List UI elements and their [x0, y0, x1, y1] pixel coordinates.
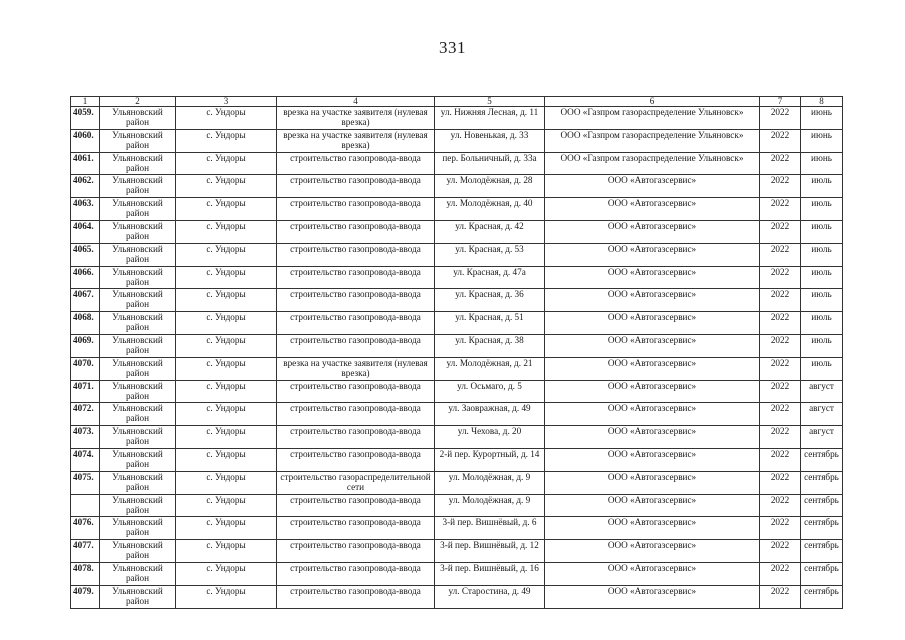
- work-type-cell: строительство газопровода-ввода: [277, 540, 435, 563]
- district-cell: Ульяновский район: [100, 243, 176, 266]
- address-cell: 3-й пер. Вишнёвый, д. 6: [435, 517, 545, 540]
- month-cell: август: [801, 403, 843, 426]
- table-row: [71, 107, 843, 130]
- district-cell: Ульяновский район: [100, 198, 176, 221]
- work-type-cell: врезка на участке заявителя (нулевая врезка): [277, 129, 435, 152]
- organization-cell: ООО «Автогазсервис»: [545, 357, 760, 380]
- month-cell: сентябрь: [801, 585, 843, 608]
- table-body: [71, 107, 843, 609]
- organization-cell: ООО «Автогазсервис»: [545, 175, 760, 198]
- district-cell: Ульяновский район: [100, 562, 176, 585]
- table-row: [71, 152, 843, 175]
- row-number: 4063.: [71, 198, 100, 221]
- address-cell: пер. Больничный, д. 33а: [435, 152, 545, 175]
- row-number: 4070.: [71, 357, 100, 380]
- address-cell: ул. Молодёжная, д. 9: [435, 494, 545, 517]
- column-header: 7: [760, 97, 801, 107]
- row-number: 4073.: [71, 426, 100, 449]
- district-cell: Ульяновский район: [100, 517, 176, 540]
- district-cell: Ульяновский район: [100, 152, 176, 175]
- table-row: [71, 357, 843, 380]
- work-type-cell: строительство газопровода-ввода: [277, 403, 435, 426]
- district-cell: Ульяновский район: [100, 107, 176, 130]
- district-cell: Ульяновский район: [100, 312, 176, 335]
- work-type-cell: строительство газопровода-ввода: [277, 517, 435, 540]
- year-cell: 2022: [760, 266, 801, 289]
- month-cell: июль: [801, 243, 843, 266]
- work-type-cell: врезка на участке заявителя (нулевая врезка): [277, 107, 435, 130]
- address-cell: 3-й пер. Вишнёвый, д. 12: [435, 540, 545, 563]
- table-row: [71, 175, 843, 198]
- organization-cell: ООО «Автогазсервис»: [545, 243, 760, 266]
- year-cell: 2022: [760, 334, 801, 357]
- village-cell: с. Ундоры: [176, 494, 277, 517]
- district-cell: Ульяновский район: [100, 289, 176, 312]
- organization-cell: ООО «Газпром газораспределение Ульяновск»: [545, 152, 760, 175]
- organization-cell: ООО «Автогазсервис»: [545, 334, 760, 357]
- year-cell: 2022: [760, 562, 801, 585]
- year-cell: 2022: [760, 289, 801, 312]
- row-number: 4064.: [71, 220, 100, 243]
- year-cell: 2022: [760, 403, 801, 426]
- year-cell: 2022: [760, 517, 801, 540]
- month-cell: июль: [801, 175, 843, 198]
- village-cell: с. Ундоры: [176, 380, 277, 403]
- row-number: [71, 494, 100, 517]
- address-cell: ул. Осьмаго, д. 5: [435, 380, 545, 403]
- village-cell: с. Ундоры: [176, 517, 277, 540]
- address-cell: ул. Молодёжная, д. 9: [435, 471, 545, 494]
- table-row: [71, 562, 843, 585]
- address-cell: ул. Старостина, д. 49: [435, 585, 545, 608]
- work-type-cell: строительство газопровода-ввода: [277, 312, 435, 335]
- row-number: 4076.: [71, 517, 100, 540]
- month-cell: сентябрь: [801, 562, 843, 585]
- organization-cell: ООО «Автогазсервис»: [545, 517, 760, 540]
- table-row: [71, 585, 843, 608]
- table-row: [71, 198, 843, 221]
- month-cell: сентябрь: [801, 448, 843, 471]
- organization-cell: ООО «Газпром газораспределение Ульяновск»: [545, 129, 760, 152]
- address-cell: ул. Молодёжная, д. 21: [435, 357, 545, 380]
- organization-cell: ООО «Автогазсервис»: [545, 220, 760, 243]
- organization-cell: ООО «Автогазсервис»: [545, 585, 760, 608]
- district-cell: Ульяновский район: [100, 448, 176, 471]
- district-cell: Ульяновский район: [100, 540, 176, 563]
- district-cell: Ульяновский район: [100, 380, 176, 403]
- address-cell: ул. Чехова, д. 20: [435, 426, 545, 449]
- row-number: 4060.: [71, 129, 100, 152]
- year-cell: 2022: [760, 220, 801, 243]
- year-cell: 2022: [760, 426, 801, 449]
- address-cell: ул. Заовражная, д. 49: [435, 403, 545, 426]
- work-type-cell: врезка на участке заявителя (нулевая врезка): [277, 357, 435, 380]
- village-cell: с. Ундоры: [176, 562, 277, 585]
- row-number: 4059.: [71, 107, 100, 130]
- table-row: [71, 448, 843, 471]
- column-header: 3: [176, 97, 277, 107]
- row-number: 4074.: [71, 448, 100, 471]
- address-cell: ул. Красная, д. 36: [435, 289, 545, 312]
- village-cell: с. Ундоры: [176, 312, 277, 335]
- table-row: [71, 540, 843, 563]
- year-cell: 2022: [760, 243, 801, 266]
- work-type-cell: строительство газопровода-ввода: [277, 289, 435, 312]
- village-cell: с. Ундоры: [176, 471, 277, 494]
- village-cell: с. Ундоры: [176, 357, 277, 380]
- district-cell: Ульяновский район: [100, 357, 176, 380]
- organization-cell: ООО «Автогазсервис»: [545, 471, 760, 494]
- address-cell: ул. Молодёжная, д. 40: [435, 198, 545, 221]
- village-cell: с. Ундоры: [176, 426, 277, 449]
- row-number: 4065.: [71, 243, 100, 266]
- row-number: 4071.: [71, 380, 100, 403]
- address-cell: 2-й пер. Курортный, д. 14: [435, 448, 545, 471]
- work-type-cell: строительство газопровода-ввода: [277, 198, 435, 221]
- district-cell: Ульяновский район: [100, 220, 176, 243]
- organization-cell: ООО «Газпром газораспределение Ульяновск»: [545, 107, 760, 130]
- address-cell: ул. Новенькая, д. 33: [435, 129, 545, 152]
- village-cell: с. Ундоры: [176, 266, 277, 289]
- row-number: 4062.: [71, 175, 100, 198]
- table-row: [71, 266, 843, 289]
- work-type-cell: строительство газопровода-ввода: [277, 585, 435, 608]
- row-number: 4075.: [71, 471, 100, 494]
- row-number: 4068.: [71, 312, 100, 335]
- month-cell: июнь: [801, 129, 843, 152]
- work-type-cell: строительство газопровода-ввода: [277, 175, 435, 198]
- organization-cell: ООО «Автогазсервис»: [545, 289, 760, 312]
- work-type-cell: строительство газопровода-ввода: [277, 494, 435, 517]
- organization-cell: ООО «Автогазсервис»: [545, 380, 760, 403]
- district-cell: Ульяновский район: [100, 129, 176, 152]
- work-type-cell: строительство газопровода-ввода: [277, 220, 435, 243]
- row-number: 4066.: [71, 266, 100, 289]
- table-row: [71, 334, 843, 357]
- work-type-cell: строительство газопровода-ввода: [277, 266, 435, 289]
- address-cell: ул. Молодёжная, д. 28: [435, 175, 545, 198]
- village-cell: с. Ундоры: [176, 152, 277, 175]
- district-cell: Ульяновский район: [100, 175, 176, 198]
- address-cell: ул. Красная, д. 42: [435, 220, 545, 243]
- village-cell: с. Ундоры: [176, 129, 277, 152]
- organization-cell: ООО «Автогазсервис»: [545, 403, 760, 426]
- year-cell: 2022: [760, 175, 801, 198]
- address-cell: ул. Красная, д. 47а: [435, 266, 545, 289]
- table-row: [71, 220, 843, 243]
- village-cell: с. Ундоры: [176, 107, 277, 130]
- column-header: 2: [100, 97, 176, 107]
- work-type-cell: строительство газопровода-ввода: [277, 426, 435, 449]
- work-type-cell: строительство газопровода-ввода: [277, 562, 435, 585]
- work-type-cell: строительство газораспределительной сети: [277, 471, 435, 494]
- table-row: [71, 289, 843, 312]
- village-cell: с. Ундоры: [176, 175, 277, 198]
- month-cell: июль: [801, 334, 843, 357]
- year-cell: 2022: [760, 448, 801, 471]
- village-cell: с. Ундоры: [176, 220, 277, 243]
- row-number: 4078.: [71, 562, 100, 585]
- month-cell: сентябрь: [801, 471, 843, 494]
- year-cell: 2022: [760, 540, 801, 563]
- month-cell: июль: [801, 198, 843, 221]
- month-cell: июнь: [801, 152, 843, 175]
- village-cell: с. Ундоры: [176, 448, 277, 471]
- year-cell: 2022: [760, 107, 801, 130]
- month-cell: июль: [801, 312, 843, 335]
- year-cell: 2022: [760, 198, 801, 221]
- row-number: 4072.: [71, 403, 100, 426]
- table-row: [71, 494, 843, 517]
- table-row: [71, 312, 843, 335]
- address-cell: 3-й пер. Вишнёвый, д. 16: [435, 562, 545, 585]
- year-cell: 2022: [760, 380, 801, 403]
- month-cell: июль: [801, 357, 843, 380]
- village-cell: с. Ундоры: [176, 334, 277, 357]
- year-cell: 2022: [760, 585, 801, 608]
- district-cell: Ульяновский район: [100, 403, 176, 426]
- year-cell: 2022: [760, 152, 801, 175]
- table-row: [71, 517, 843, 540]
- address-cell: ул. Красная, д. 53: [435, 243, 545, 266]
- village-cell: с. Ундоры: [176, 198, 277, 221]
- row-number: 4079.: [71, 585, 100, 608]
- work-type-cell: строительство газопровода-ввода: [277, 380, 435, 403]
- table-row: [71, 129, 843, 152]
- village-cell: с. Ундоры: [176, 540, 277, 563]
- year-cell: 2022: [760, 494, 801, 517]
- work-type-cell: строительство газопровода-ввода: [277, 243, 435, 266]
- table-row: [71, 403, 843, 426]
- organization-cell: ООО «Автогазсервис»: [545, 494, 760, 517]
- work-type-cell: строительство газопровода-ввода: [277, 152, 435, 175]
- row-number: 4077.: [71, 540, 100, 563]
- column-header: 5: [435, 97, 545, 107]
- row-number: 4061.: [71, 152, 100, 175]
- district-cell: Ульяновский район: [100, 494, 176, 517]
- work-type-cell: строительство газопровода-ввода: [277, 448, 435, 471]
- page-number: 331: [439, 38, 466, 57]
- row-number: 4069.: [71, 334, 100, 357]
- month-cell: август: [801, 380, 843, 403]
- year-cell: 2022: [760, 471, 801, 494]
- column-header: 6: [545, 97, 760, 107]
- address-cell: ул. Нижняя Лесная, д. 11: [435, 107, 545, 130]
- table-row: [71, 426, 843, 449]
- address-cell: ул. Красная, д. 38: [435, 334, 545, 357]
- month-cell: сентябрь: [801, 517, 843, 540]
- year-cell: 2022: [760, 129, 801, 152]
- table-row: [71, 380, 843, 403]
- column-header: 4: [277, 97, 435, 107]
- organization-cell: ООО «Автогазсервис»: [545, 198, 760, 221]
- month-cell: июль: [801, 289, 843, 312]
- village-cell: с. Ундоры: [176, 289, 277, 312]
- organization-cell: ООО «Автогазсервис»: [545, 426, 760, 449]
- row-number: 4067.: [71, 289, 100, 312]
- village-cell: с. Ундоры: [176, 585, 277, 608]
- column-header: 1: [71, 97, 100, 107]
- table-row: [71, 243, 843, 266]
- month-cell: июнь: [801, 107, 843, 130]
- village-cell: с. Ундоры: [176, 403, 277, 426]
- organization-cell: ООО «Автогазсервис»: [545, 562, 760, 585]
- column-header: 8: [801, 97, 843, 107]
- address-cell: ул. Красная, д. 51: [435, 312, 545, 335]
- organization-cell: ООО «Автогазсервис»: [545, 312, 760, 335]
- header-row: [71, 97, 843, 107]
- month-cell: сентябрь: [801, 540, 843, 563]
- month-cell: июль: [801, 220, 843, 243]
- district-cell: Ульяновский район: [100, 585, 176, 608]
- district-cell: Ульяновский район: [100, 426, 176, 449]
- district-cell: Ульяновский район: [100, 266, 176, 289]
- organization-cell: ООО «Автогазсервис»: [545, 448, 760, 471]
- year-cell: 2022: [760, 312, 801, 335]
- works-table: [70, 96, 843, 609]
- district-cell: Ульяновский район: [100, 471, 176, 494]
- table-row: [71, 471, 843, 494]
- year-cell: 2022: [760, 357, 801, 380]
- work-type-cell: строительство газопровода-ввода: [277, 334, 435, 357]
- organization-cell: ООО «Автогазсервис»: [545, 266, 760, 289]
- village-cell: с. Ундоры: [176, 243, 277, 266]
- month-cell: август: [801, 426, 843, 449]
- district-cell: Ульяновский район: [100, 334, 176, 357]
- month-cell: сентябрь: [801, 494, 843, 517]
- month-cell: июль: [801, 266, 843, 289]
- organization-cell: ООО «Автогазсервис»: [545, 540, 760, 563]
